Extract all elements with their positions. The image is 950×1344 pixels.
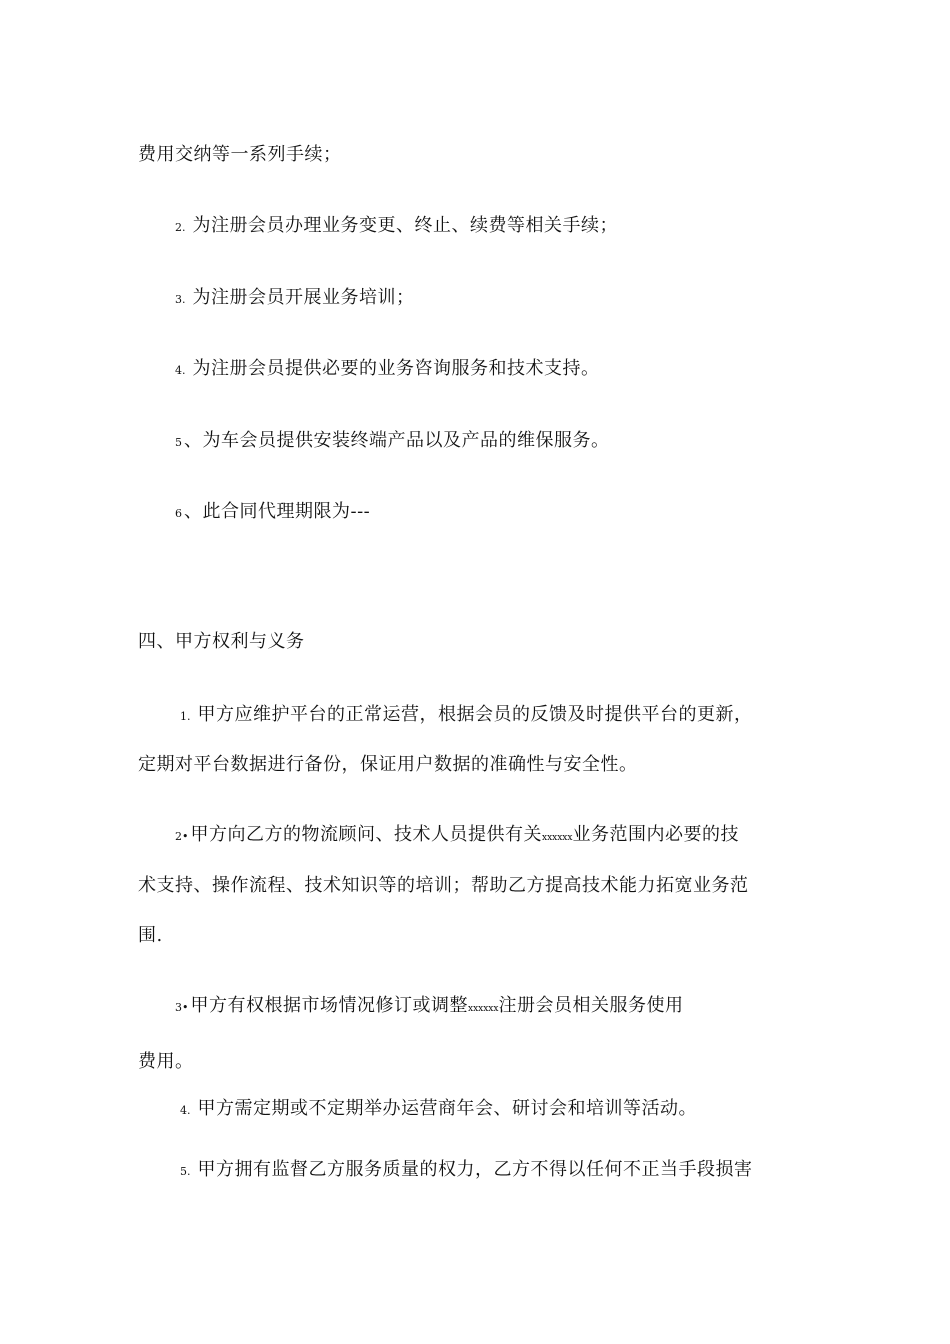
section-title xyxy=(138,630,305,654)
paragraph-text: 甲方应维护平台的正常运营，根据会员的反馈及时提供平台的更新， xyxy=(197,704,753,725)
paragraph-text: 甲方有权根据市场情况修订或调整 xyxy=(190,995,468,1016)
paragraph-1-line-2 xyxy=(138,753,638,777)
item-number: 2. xyxy=(175,221,186,234)
list-item xyxy=(175,357,600,383)
paragraph-2-line-1 xyxy=(175,823,739,850)
item-text: 、为车会员提供安装终端产品以及产品的维保服务。 xyxy=(184,430,610,451)
list-item xyxy=(175,286,415,312)
paragraph-2-line-2 xyxy=(138,874,749,898)
item-number: 5 xyxy=(175,436,182,449)
paragraph-3-line-1 xyxy=(175,994,683,1021)
paragraph-5 xyxy=(180,1158,753,1184)
item-text: 为注册会员开展业务培训； xyxy=(192,287,415,308)
list-item xyxy=(175,214,618,240)
paragraph-3-line-2 xyxy=(138,1050,194,1074)
paragraph-text: 费用。 xyxy=(138,1051,194,1072)
item-number: 4. xyxy=(180,1104,191,1117)
item-number: 2• xyxy=(175,830,189,843)
paragraph-text: 术支持、操作流程、技术知识等的培训；帮助乙方提高技术能力拓宽业务范 xyxy=(138,875,749,896)
item-text: 、此合同代理期限为--- xyxy=(184,501,371,522)
paragraph-text: 注册会员相关服务使用 xyxy=(498,995,684,1016)
placeholder-text: xxxxxx xyxy=(468,1004,499,1014)
paragraph-text: 业务范围内必要的技 xyxy=(572,824,739,845)
text-line xyxy=(138,143,342,167)
item-number: 6 xyxy=(175,507,182,520)
paragraph-text: 围. xyxy=(138,925,163,946)
paragraph-text: 甲方向乙方的物流顾问、技术人员提供有关 xyxy=(190,824,542,845)
list-item xyxy=(175,500,370,526)
line-text: 费用交纳等一系列手续； xyxy=(138,144,342,165)
item-text: 为注册会员提供必要的业务咨询服务和技术支持。 xyxy=(192,358,600,379)
list-item xyxy=(175,429,610,455)
paragraph-text: 甲方拥有监督乙方服务质量的权力，乙方不得以任何不正当手段损害 xyxy=(197,1159,753,1180)
paragraph-1-line-1 xyxy=(180,703,753,729)
paragraph-text: 定期对平台数据进行备份，保证用户数据的准确性与安全性。 xyxy=(138,754,638,775)
paragraph-2-line-3 xyxy=(138,924,163,948)
paragraph-text: 甲方需定期或不定期举办运营商年会、研讨会和培训等活动。 xyxy=(197,1098,697,1119)
item-text: 为注册会员办理业务变更、终止、续费等相关手续； xyxy=(192,215,618,236)
item-number: 3. xyxy=(175,293,186,306)
item-number: 4. xyxy=(175,364,186,377)
item-number: 3• xyxy=(175,1001,189,1014)
section-title-text: 四、甲方权利与义务 xyxy=(138,631,305,652)
item-number: 1. xyxy=(180,710,191,723)
placeholder-text: xxxxxx xyxy=(542,833,573,843)
item-number: 5. xyxy=(180,1165,191,1178)
paragraph-4 xyxy=(180,1097,697,1123)
